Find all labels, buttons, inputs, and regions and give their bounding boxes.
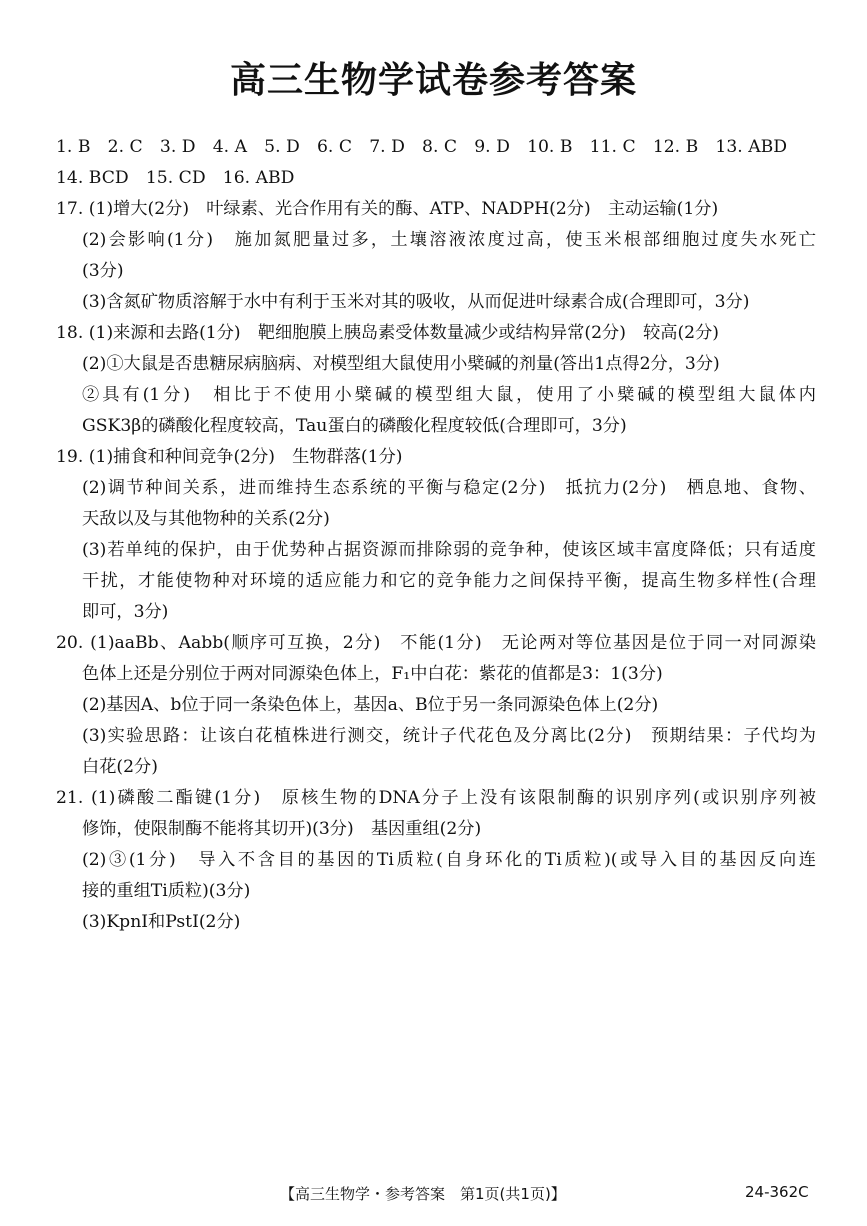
answer-line: (2)①大鼠是否患糖尿病脑病、对模型组大鼠使用小檗碱的剂量(答出1点得2分，3分)	[82, 354, 720, 374]
answer-line: GSK3β的磷酸化程度较高，Tau蛋白的磷酸化程度较低(合理即可，3分)	[82, 416, 627, 436]
answer-line: 色体上还是分别位于两对同源染色体上，F₁中白花：紫花的值都是3：1(3分)	[82, 664, 663, 684]
answer-line: 21. (1)磷酸二酯键(1分) 原核生物的DNA分子上没有该限制酶的识别序列(或识别序列被	[56, 788, 816, 808]
answer-line: 天敌以及与其他物种的关系(2分)	[82, 509, 330, 529]
answer-line: 17. (1)增大(2分) 叶绿素、光合作用有关的酶、ATP、NADPH(2分) 主动运输(1分)	[56, 199, 719, 219]
footer-code: 24-362C	[745, 1183, 809, 1201]
answer-line: (3)KpnⅠ和PstⅠ(2分)	[82, 912, 241, 932]
answer-line: 干扰，才能使物种对环境的适应能力和它的竞争能力之间保持平衡，提高生物多样性(合理	[82, 571, 816, 591]
footer-page-label: 【高三生物学・参考答案 第1页(共1页)】	[280, 1185, 566, 1203]
answer-line: 修饰，使限制酶不能将其切开)(3分) 基因重组(2分)	[82, 819, 482, 839]
answer-line: 18. (1)来源和去路(1分) 靶细胞膜上胰岛素受体数量减少或结构异常(2分) 较高(2分)	[56, 323, 719, 343]
answer-line: (2)③(1分) 导入不含目的基因的Ti质粒(自身环化的Ti质粒)(或导入目的基因反向连	[82, 850, 816, 870]
answer-line: 白花(2分)	[82, 757, 158, 777]
answer-line: (3)实验思路：让该白花植株进行测交，统计子代花色及分离比(2分) 预期结果：子代均为	[82, 726, 816, 746]
answer-line: 14. BCD 15. CD 16. ABD	[56, 168, 295, 188]
answer-line: (3)若单纯的保护，由于优势种占据资源而排除弱的竞争种，使该区域丰富度降低；只有适度	[82, 540, 816, 560]
answer-content	[56, 132, 816, 938]
answer-line: 接的重组Ti质粒)(3分)	[82, 881, 251, 901]
answer-line: (2)基因A、b位于同一条染色体上，基因a、B位于另一条同源染色体上(2分)	[82, 695, 659, 715]
answer-line: (2)调节种间关系，进而维持生态系统的平衡与稳定(2分) 抵抗力(2分) 栖息地、食物、	[82, 478, 816, 498]
answer-line: 即可，3分)	[82, 602, 169, 622]
answer-line: 20. (1)aaBb、Aabb(顺序可互换，2分) 不能(1分) 无论两对等位基因是位于同一对同源染	[56, 633, 816, 653]
answer-line: 19. (1)捕食和种间竞争(2分) 生物群落(1分)	[56, 447, 403, 467]
page-title: 高三生物学试卷参考答案	[229, 60, 637, 101]
answer-line: 1. B 2. C 3. D 4. A 5. D 6. C 7. D 8. C 9. D 10. B 11. C 12. B 13. ABD	[56, 137, 788, 157]
answer-line: ②具有(1分) 相比于不使用小檗碱的模型组大鼠，使用了小檗碱的模型组大鼠体内	[82, 385, 816, 405]
answer-line: (3)含氮矿物质溶解于水中有利于玉米对其的吸收，从而促进叶绿素合成(合理即可，3分)	[82, 292, 750, 312]
answer-line: (2)会影响(1分) 施加氮肥量过多，土壤溶液浓度过高，使玉米根部细胞过度失水死亡	[82, 230, 816, 250]
answer-line: (3分)	[82, 261, 124, 281]
